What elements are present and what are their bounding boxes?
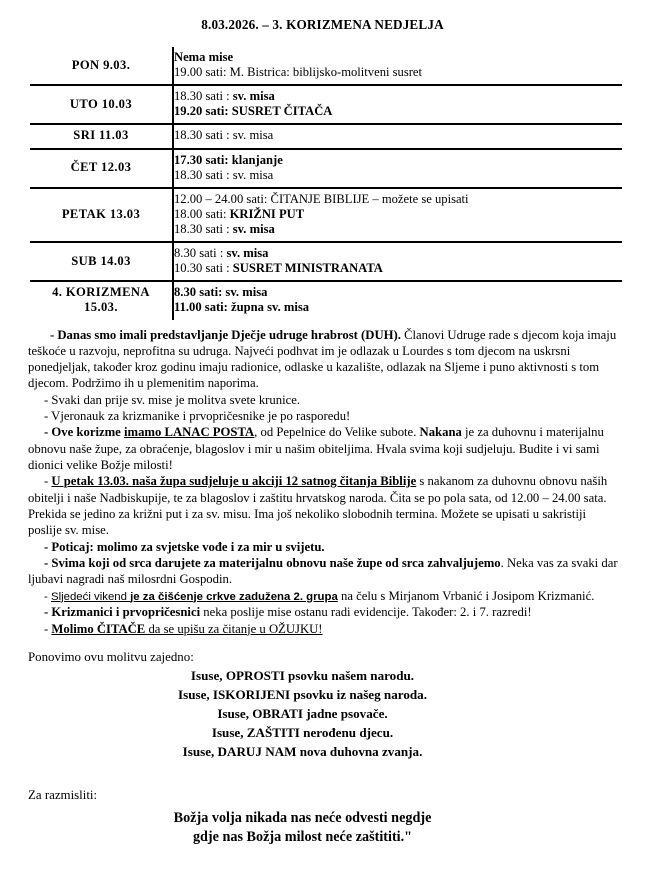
announcement-underline: Sljedeći vikend	[50, 590, 131, 603]
schedule-event-line: Nema mise	[174, 50, 234, 64]
schedule-day-sub: SUB 14.03	[30, 242, 173, 281]
announcement-underline: u akciji 12 satnog čitanja Biblije	[241, 474, 417, 489]
schedule-event-time: 18.00 sati:	[174, 206, 230, 221]
announcement-body: je za duhovnu i materijalnu obnovu naše župe, za obraćenje, blagoslov i mir u našim obiteljima. Hvala svima koji sudjeluju. Budite i vi sami dionici velike Božje milosti!	[28, 425, 604, 473]
prayer-line: Isuse, ISKORIJENI psovku iz našeg naroda.	[178, 686, 427, 702]
table-row	[30, 149, 622, 188]
announcement-emphasis: Nakana	[419, 425, 462, 440]
schedule-day-line2: 15.03.	[84, 300, 118, 315]
schedule-event-line	[174, 89, 622, 104]
table-row	[30, 242, 622, 281]
reflection-line: Božja volja nikada nas neće odvesti negdje	[173, 809, 432, 826]
announcement-body: Članovi Udruge rade s djecom koja imaju teškoće u razvoju, neprofitna su udruga. Najveći podhvat im je odlazak u Lourdes s tom djecom na uskrsni ponedjeljak, također kroz godinu imaju radionice, odlaske u kazalište, odlazak na Sljeme i puno aktivnosti s tom djecom. Podržimo ih u plemenitim naporima.	[28, 327, 617, 391]
announcement-item	[28, 555, 623, 588]
table-row	[30, 281, 622, 319]
prayer-block	[0, 667, 645, 762]
schedule-event-time: 10.30 sati :	[174, 261, 233, 276]
schedule-table-body	[30, 47, 622, 320]
announcement-underline: U petak 13.03. naša župa sudjeluje	[51, 474, 242, 489]
reflection-line: gdje nas Božja milost neće zaštititi."	[192, 828, 413, 845]
schedule-table	[30, 47, 622, 320]
schedule-table-wrapper	[30, 47, 620, 320]
announcement-item-cleaning	[28, 588, 623, 605]
document-page	[0, 17, 645, 889]
announcement-body: neka poslije mise ostanu radi evidencije. Također: 2. i 7. razredi!	[200, 605, 532, 620]
schedule-events-uto	[173, 85, 622, 124]
table-row	[30, 47, 622, 85]
announcement-dash: -	[44, 590, 51, 603]
announcement-item	[28, 473, 623, 538]
schedule-event-time: 18.30 sati :	[174, 89, 233, 104]
schedule-event-time: 8.30 sati :	[174, 246, 227, 261]
announcement-underline: da se upišu za čitanje u OŽUJKU!	[145, 621, 323, 636]
schedule-event-line: 17.30 sati: klanjanje	[174, 152, 283, 167]
schedule-day-nedjelja	[30, 281, 173, 319]
schedule-events-sub	[173, 242, 622, 281]
announcement-item: - Vjeronauk za krizmanike i prvopričesnike je po rasporedu!	[44, 409, 351, 424]
announcements-list	[28, 327, 623, 637]
schedule-event-emphasis: sv. misa	[226, 246, 269, 261]
schedule-day-line1: 4. KORIZMENA	[52, 285, 150, 300]
schedule-event-line	[174, 261, 622, 276]
prayer-line: Isuse, ZAŠTITI nerođenu djecu.	[211, 724, 394, 740]
schedule-event-time: 18.30 sati :	[174, 221, 233, 236]
schedule-event-emphasis: sv. misa	[232, 89, 275, 104]
announcement-dash: -	[44, 474, 52, 489]
table-row	[30, 188, 622, 242]
announcement-item	[28, 621, 623, 637]
schedule-event-line	[174, 222, 622, 237]
schedule-event-line: 8.30 sati: sv. misa	[174, 285, 268, 300]
schedule-day-cet: ČET 12.03	[30, 149, 173, 188]
announcement-body: , od Pepelnice do Velike subote.	[254, 425, 420, 440]
announcement-item: - Poticaj: molimo za svjetske vođe i za mir u svijetu.	[44, 539, 325, 554]
schedule-day-sri: SRI 11.03	[30, 124, 173, 148]
prayer-lead-in: Ponovimo ovu molitvu zajedno:	[28, 649, 194, 664]
schedule-event-line: 12.00 – 24.00 sati: ČITANJE BIBLIJE – možete se upisati	[174, 191, 469, 206]
prayer-line: Isuse, DARUJ NAM nova duhovna zvanja.	[182, 743, 423, 759]
schedule-event-line	[174, 207, 622, 222]
announcement-item	[28, 604, 623, 620]
announcement-item	[28, 424, 623, 473]
schedule-event-emphasis: SUSRET MINISTRANATA	[232, 261, 383, 276]
announcement-item: - Svaki dan prije sv. mise je molitva svete krunice.	[44, 392, 301, 407]
announcement-lead: - Danas smo imali predstavljanje Dječje udruge hrabrost (DUH).	[50, 327, 401, 342]
schedule-events-sri	[173, 124, 622, 148]
schedule-event-line: 18.30 sati : sv. misa	[174, 128, 274, 143]
reflection-block	[0, 809, 645, 847]
announcement-dash: -	[44, 621, 52, 636]
schedule-event-line: 19.00 sati: M. Bistrica: biblijsko-molitveni susret	[174, 65, 423, 80]
reflection-label: Za razmisliti:	[28, 787, 98, 802]
schedule-events-cet	[173, 149, 622, 188]
announcement-body: na čelu s Mirjanom Vrbanić i Josipom Krizmanić.	[337, 588, 595, 603]
announcement-underline: imamo LANAC POSTA	[123, 425, 255, 440]
schedule-event-emphasis: KRIŽNI PUT	[229, 206, 305, 221]
announcement-lead: - Krizmanici i prvopričesnici	[44, 605, 201, 620]
announcement-lead: - Ove korizme	[44, 425, 124, 440]
announcement-underline: je za čišćenje crkve zadužena 2. grupa	[130, 590, 338, 603]
schedule-events-petak	[173, 188, 622, 242]
schedule-day-pon: PON 9.03.	[30, 47, 173, 85]
schedule-day-petak: PETAK 13.03	[30, 188, 173, 242]
schedule-events-nedjelja	[173, 281, 622, 319]
prayer-line: Isuse, OPROSTI psovku našem narodu.	[190, 667, 415, 683]
prayer-line: Isuse, OBRATI jadne psovače.	[217, 705, 388, 721]
schedule-event-line: 11.00 sati: župna sv. misa	[174, 300, 310, 315]
schedule-events-pon	[173, 47, 622, 85]
announcement-body: s nakanom za duhovnu obnovu naših obitelji i naše Nadbiskupije, te za blagoslov i zaštitu hrvatskog naroda. Čita se po pola sata, od 12.00 – 24.00 sata. Prekida se jedino za križni put i za sv. misu. Ima još nekoliko slobodnih termina. Možete se upisati u sakristiji poslije sv. mise.	[28, 474, 608, 538]
announcement-underline: Molimo ČITAČE	[51, 621, 146, 636]
announcement-lead: - Svima koji od srca darujete za materijalnu obnovu naše župe od srca zahvaljujemo	[44, 555, 501, 570]
page-title: 8.03.2026. – 3. KORIZMENA NEDJELJA	[201, 17, 444, 32]
table-row	[30, 85, 622, 124]
schedule-day-uto: UTO 10.03	[30, 85, 173, 124]
schedule-event-line: 19.20 sati: SUSRET ČITAČA	[174, 104, 333, 119]
announcement-item	[28, 327, 623, 392]
schedule-event-emphasis: sv. misa	[232, 221, 275, 236]
schedule-event-line: 18.30 sati : sv. misa	[174, 167, 274, 182]
table-row	[30, 124, 622, 148]
announcement-body: . Neka vas za svaki dar ljubavi nagradi naš milosrdni Gospodin.	[28, 555, 618, 587]
schedule-event-line	[174, 246, 622, 261]
